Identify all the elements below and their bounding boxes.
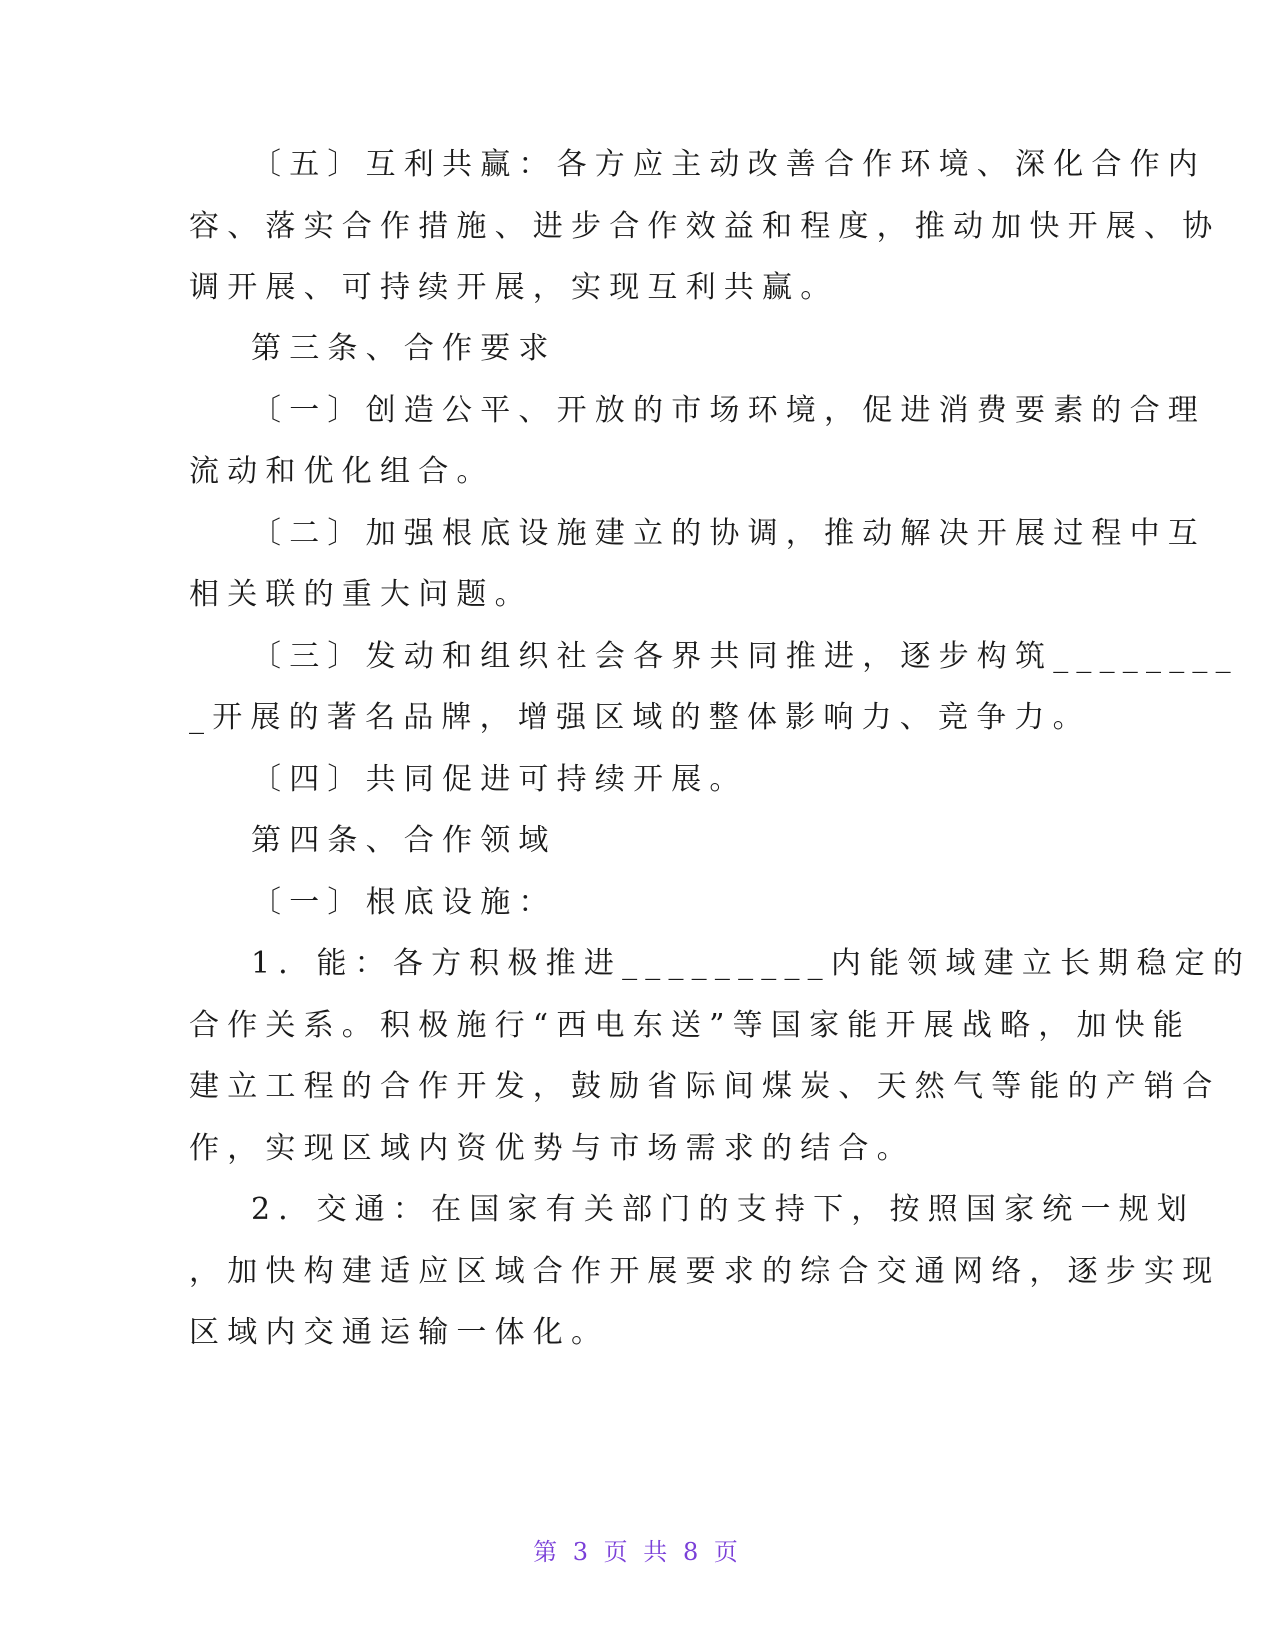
page-number-footer: 第 3 页 共 8 页 <box>533 1538 742 1566</box>
paragraph-line: 2．交通：在国家有关部门的支持下，按照国家统一规划 <box>251 1192 1196 1227</box>
paragraph-line: 流动和优化组合。 <box>189 454 495 489</box>
paragraph-line: 〔一〕创造公平、开放的市场环境，促进消费要素的合理 <box>251 393 1206 428</box>
paragraph-line: 〔三〕发动和组织社会各界共同推进，逐步构筑________ <box>251 639 1239 674</box>
paragraph-line: _开展的著名品牌，增强区域的整体影响力、竞争力。 <box>189 700 1091 735</box>
section-heading: 第四条、合作领域 <box>251 823 557 858</box>
paragraph-line: 容、落实合作措施、进步合作效益和程度，推动加快开展、协 <box>189 209 1221 244</box>
paragraph-line: 〔四〕共同促进可持续开展。 <box>251 762 748 797</box>
paragraph-line: 区域内交通运输一体化。 <box>189 1315 610 1350</box>
paragraph-line: 建立工程的合作开发，鼓励省际间煤炭、天然气等能的产销合 <box>189 1069 1221 1104</box>
paragraph-line: 调开展、可持续开展，实现互利共赢。 <box>189 270 839 305</box>
paragraph-line: 〔一〕根底设施： <box>251 885 557 920</box>
paragraph-line: 〔二〕加强根底设施建立的协调，推动解决开展过程中互 <box>251 516 1206 551</box>
paragraph-line: 合作关系。积极施行“西电东送”等国家能开展战略，加快能 <box>189 1008 1192 1043</box>
section-heading: 第三条、合作要求 <box>251 331 557 366</box>
paragraph-line: 〔五〕互利共赢：各方应主动改善合作环境、深化合作内 <box>251 147 1206 182</box>
paragraph-line: 相关联的重大问题。 <box>189 577 533 612</box>
paragraph-line: ，加快构建适应区域合作开展要求的综合交通网络，逐步实现 <box>189 1254 1221 1289</box>
paragraph-line: 作，实现区域内资优势与市场需求的结合。 <box>189 1131 915 1166</box>
paragraph-line: 1．能：各方积极推进_________内能领域建立长期稳定的 <box>251 946 1252 981</box>
